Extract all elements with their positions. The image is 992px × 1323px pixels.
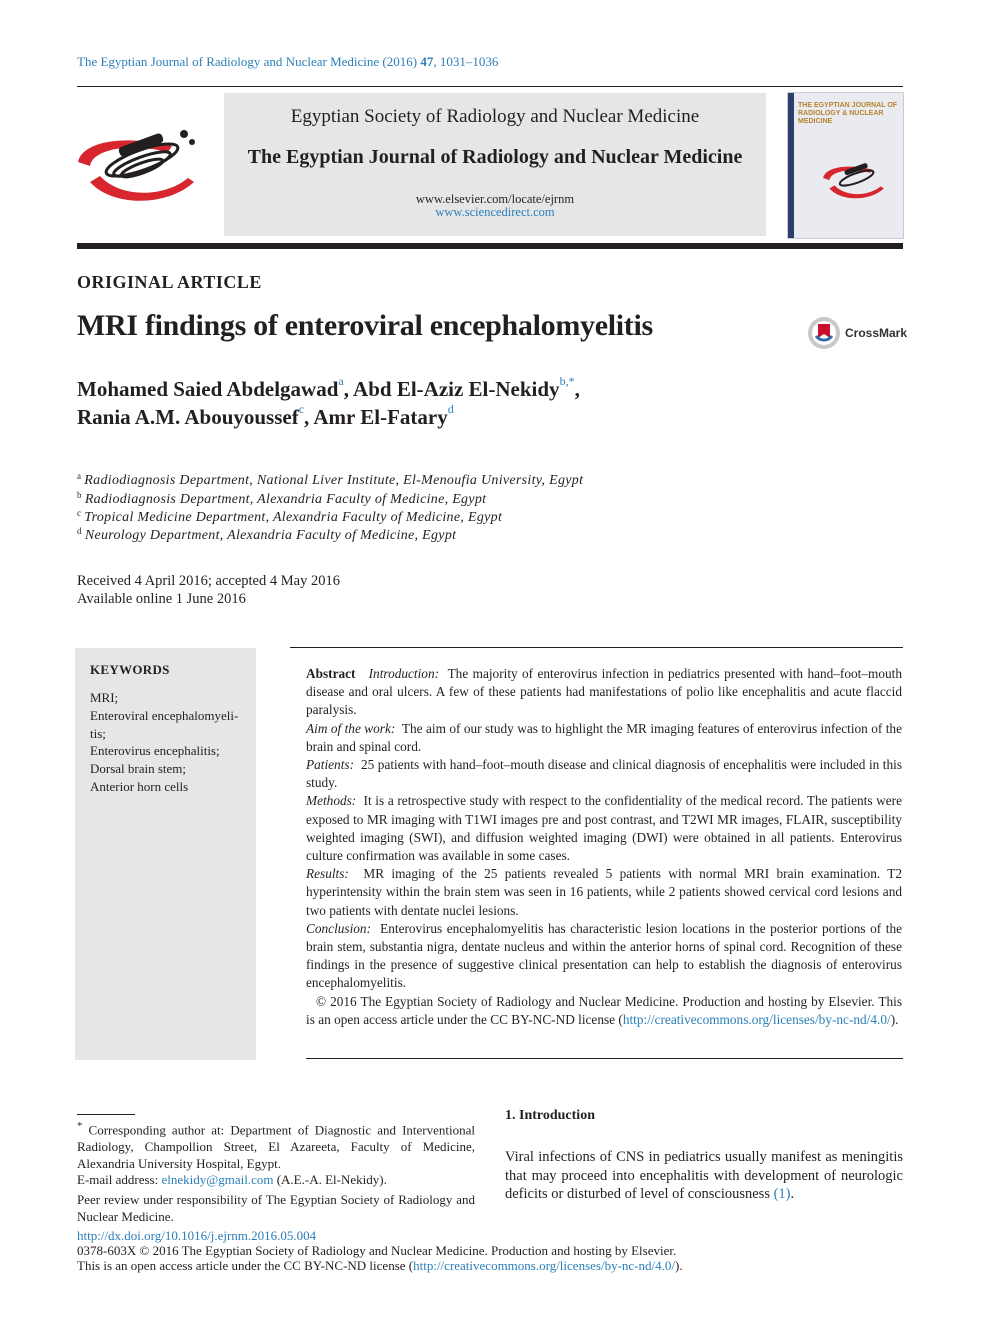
footnote-rule bbox=[77, 1114, 135, 1115]
abstract-label: Abstract bbox=[306, 666, 356, 681]
intro-end: . bbox=[790, 1186, 795, 1202]
affiliation-letter: d bbox=[77, 526, 82, 536]
reference-link[interactable]: (1) bbox=[773, 1186, 791, 1202]
crossmark-icon bbox=[807, 316, 841, 350]
abstract-aim bbox=[306, 720, 902, 756]
online-date: Available online 1 June 2016 bbox=[77, 591, 246, 607]
journal-citation[interactable] bbox=[77, 54, 498, 70]
author-name: Rania A.M. Abouyoussef bbox=[77, 405, 299, 429]
email-suffix: (A.E.-A. El-Nekidy). bbox=[276, 1172, 387, 1188]
author-line-1 bbox=[77, 374, 580, 402]
results-label: Results: bbox=[306, 866, 349, 882]
introduction-text bbox=[505, 1148, 903, 1204]
author-name: , Amr El-Fatary bbox=[304, 405, 448, 429]
keywords-box bbox=[75, 648, 256, 1060]
abstract-methods bbox=[306, 792, 902, 865]
cover-spine bbox=[788, 93, 794, 238]
journal-title: The Egyptian Journal of Radiology and Nuclear Medicine bbox=[247, 146, 743, 168]
header-rule-bottom bbox=[77, 243, 903, 249]
footnote-marker: * bbox=[77, 1120, 83, 1132]
abstract-patients bbox=[306, 756, 902, 792]
society-name: Egyptian Society of Radiology and Nuclear Medicine bbox=[290, 106, 700, 127]
methods-text: It is a retrospective study with respect to the confidentiality of the medical record. The patients were exposed to MR imaging with T1WI images pre and post contrast, and T2WI MR images, FLAIR, susceptibility weighted imaging (SWI), and diffusion weighted imaging (DWI) were obtained in all patients. Enterovirus culture confirmation was available in some cases. bbox=[306, 793, 902, 864]
affiliation-marker[interactable]: b,* bbox=[559, 374, 575, 388]
author-line-2 bbox=[77, 402, 454, 430]
license-line bbox=[77, 1258, 683, 1274]
peer-review-note: Peer review under responsibility of The Egyptian Society of Radiology and Nuclear Medicine. bbox=[77, 1192, 475, 1224]
affiliation-text: Tropical Medicine Department, Alexandria Faculty of Medicine, Egypt bbox=[84, 510, 503, 525]
affiliation bbox=[77, 492, 486, 508]
keyword-item bbox=[90, 707, 250, 743]
abstract bbox=[306, 665, 902, 1029]
received-date: Received 4 April 2016; accepted 4 May 2016 bbox=[77, 573, 340, 589]
issn-line: 0378-603X © 2016 The Egyptian Society of Radiology and Nuclear Medicine. Production and hosting by Elsevier. bbox=[77, 1243, 677, 1258]
author-name: , Abd El-Aziz El-Nekidy bbox=[343, 377, 560, 401]
intro-body: Viral infections of CNS in pediatrics usually manifest as meningitis that may proceed into encephalitis with development of neurologic deficits or disturbed of level of consciousness bbox=[505, 1149, 903, 1202]
license-prefix: This is an open access article under the CC BY-NC-ND license ( bbox=[77, 1258, 414, 1273]
affiliation bbox=[77, 510, 502, 526]
keyword-item: Anterior horn cells bbox=[90, 778, 189, 794]
introduction-heading: 1. Introduction bbox=[505, 1108, 595, 1123]
affiliation-marker[interactable]: c bbox=[298, 402, 305, 416]
keywords-heading: KEYWORDS bbox=[90, 662, 170, 677]
aim-label: Aim of the work: bbox=[306, 720, 396, 736]
methods-label: Methods: bbox=[306, 793, 357, 809]
keyword-item: Dorsal brain stem; bbox=[90, 761, 187, 777]
journal-header-box bbox=[224, 93, 766, 236]
doi-link[interactable]: http://dx.doi.org/10.1016/j.ejrnm.2016.05.004 bbox=[77, 1228, 317, 1243]
abstract-rule-bottom bbox=[306, 1058, 903, 1059]
society-logo bbox=[72, 112, 202, 212]
results-text: MR imaging of the 25 patients revealed 5 patients with normal MRI brain examination. T2 hyperintensity within the brain stem was seen in 16 patients, while 2 patients showed cervical cord lesions and two patients with dentate nuclei lesions. bbox=[306, 866, 902, 918]
abstract-introduction bbox=[306, 665, 902, 720]
email-line bbox=[77, 1172, 475, 1189]
abstract-results bbox=[306, 865, 902, 920]
corresponding-text: Corresponding author at: Department of Diagnostic and Interventional Radiology, Champollion Street, El Azareeta, Faculty of Medicine, Alexandria University Hospital, Egypt. bbox=[77, 1122, 476, 1171]
article-type: ORIGINAL ARTICLE bbox=[77, 272, 262, 292]
keywords-list bbox=[90, 689, 250, 796]
corresponding-author-note bbox=[77, 1118, 475, 1172]
patients-text: 25 patients with hand–foot–mouth disease and clinical diagnosis of encephalitis were included in this study. bbox=[306, 757, 902, 791]
affiliation-text: Radiodiagnosis Department, Alexandria Faculty of Medicine, Egypt bbox=[84, 492, 487, 507]
journal-cover-thumbnail[interactable] bbox=[787, 92, 904, 239]
abstract-conclusion bbox=[306, 920, 902, 993]
citation-volume: 47 bbox=[420, 54, 434, 69]
author-name: Mohamed Saied Abdelgawad bbox=[77, 377, 339, 401]
keyword-item: MRI; bbox=[90, 690, 119, 705]
crossmark-label: CrossMark bbox=[845, 326, 908, 340]
email-link[interactable]: elnekidy@gmail.com bbox=[161, 1172, 274, 1188]
header-rule-top bbox=[77, 86, 903, 87]
license-link[interactable]: http://creativecommons.org/licenses/by-nc-nd/4.0/ bbox=[413, 1258, 675, 1273]
affiliation bbox=[77, 528, 456, 544]
abstract-rule-top bbox=[290, 647, 903, 648]
keyword-text: Enteroviral encephalomyeli-tis; bbox=[90, 707, 239, 741]
copyright-end: ). bbox=[890, 1011, 899, 1027]
intro-label: Introduction: bbox=[368, 666, 440, 681]
affiliation bbox=[77, 473, 583, 489]
affiliation-marker[interactable]: d bbox=[447, 402, 454, 416]
license-link[interactable]: http://creativecommons.org/licenses/by-nc-nd/4.0/ bbox=[622, 1011, 891, 1027]
aim-text: The aim of our study was to highlight the MR imaging features of enterovirus infection of the brain and spinal cord. bbox=[306, 720, 902, 754]
cover-title: THE EGYPTIAN JOURNAL OF RADIOLOGY & NUCLEAR MEDICINE bbox=[798, 102, 898, 125]
abstract-copyright bbox=[306, 993, 902, 1029]
footnote bbox=[77, 1118, 475, 1226]
citation-prefix: The Egyptian Journal of Radiology and Nuclear Medicine (2016) bbox=[77, 54, 418, 69]
conclusion-label: Conclusion: bbox=[306, 920, 372, 936]
affiliation-text: Radiodiagnosis Department, National Liver Institute, El-Menoufia University, Egypt bbox=[84, 473, 584, 488]
conclusion-text: Enterovirus encephalomyelitis has characteristic lesion locations in the posterior portions of the brain stem, substantia nigra, dentate nucleus and within the anterior horns of spinal cord. Recognition of these findings in the presence of suggestive clinical presentation can help to establish the diagnosis of enterovirus encephalomyelitis. bbox=[306, 920, 902, 991]
keyword-item: Enterovirus encephalitis; bbox=[90, 743, 220, 759]
affiliation-text: Neurology Department, Alexandria Faculty of Medicine, Egypt bbox=[84, 528, 457, 543]
license-suffix: ). bbox=[674, 1258, 683, 1273]
affiliation-letter: a bbox=[77, 471, 82, 481]
crossmark-button[interactable] bbox=[807, 316, 907, 350]
elsevier-url[interactable]: www.elsevier.com/locate/ejrnm bbox=[415, 192, 575, 206]
citation-pages: , 1031–1036 bbox=[433, 54, 499, 69]
cover-logo bbox=[820, 151, 888, 205]
affiliation-letter: c bbox=[77, 508, 82, 518]
intro-text: The majority of enterovirus infection in pediatrics presented with hand–foot–mouth disease and oral ulcers. A few of these patients had manifestations of polio like encephalitis and acute flaccid paralysis. bbox=[306, 666, 902, 718]
affiliation-letter: b bbox=[77, 490, 82, 500]
patients-label: Patients: bbox=[306, 757, 355, 773]
affiliation-marker[interactable]: a bbox=[338, 374, 344, 388]
sciencedirect-link[interactable]: www.sciencedirect.com bbox=[435, 205, 555, 219]
article-title: MRI findings of enteroviral encephalomyelitis bbox=[77, 309, 653, 342]
email-label: E-mail address: bbox=[77, 1172, 159, 1188]
copyright-text: © 2016 The Egyptian Society of Radiology and Nuclear Medicine. Production and hosting by Elsevier. This is an open access article under the CC BY-NC-ND license ( bbox=[306, 993, 902, 1027]
author-separator: , bbox=[574, 377, 580, 401]
